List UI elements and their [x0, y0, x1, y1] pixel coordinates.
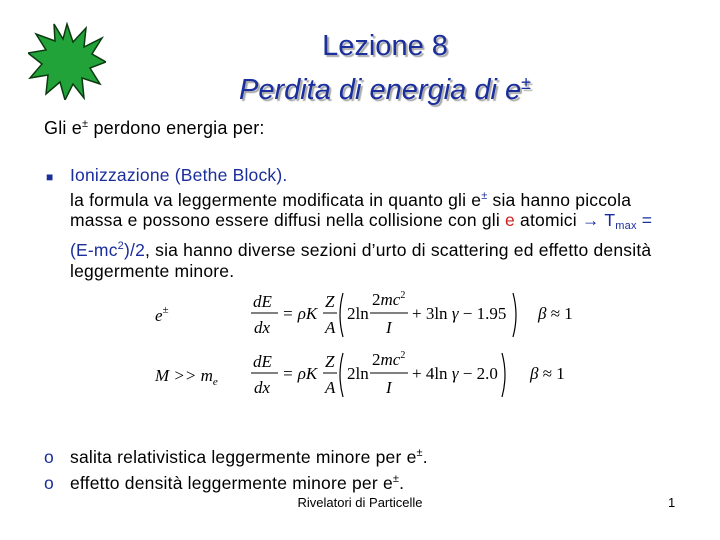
list-item: o effetto densità leggermente minore per e±. — [44, 472, 405, 493]
bullet-circle-icon: o — [44, 446, 54, 467]
formula-row1-beta: β ≈ 1 — [538, 304, 573, 323]
svg-text:2ln: 2ln — [347, 364, 369, 383]
green-star-icon — [28, 22, 106, 100]
bullet-heading: Ionizzazione (Bethe Block). — [70, 165, 288, 185]
summary-list — [44, 442, 428, 494]
svg-text:dx: dx — [254, 318, 271, 337]
title-line-2: Perdita di energia di e± — [238, 73, 532, 106]
svg-text:= ρK: = ρK — [282, 364, 318, 383]
svg-text:dx: dx — [254, 378, 271, 397]
list-item: o salita relativistica leggermente minore per e±. — [44, 446, 428, 467]
svg-text:Z: Z — [325, 352, 335, 371]
bullet-circle-icon: o — [44, 472, 54, 493]
svg-text:I: I — [386, 318, 392, 337]
svg-text:= ρK: = ρK — [282, 304, 318, 323]
bethe-bloch-formulas — [150, 285, 600, 405]
ionization-paragraph: Ionizzazione (Bethe Block). la formula va leggermente modificata in quanto gli e± sia hanno piccola massa e possono essere diffusi nella collisione con gli e atomici → $T_{max} = (E-mc^2)/2$, sia hanno diverse sezioni d’urto di scattering ed effetto densità leggermente minore. — [70, 165, 653, 281]
svg-text:dE: dE — [253, 352, 272, 371]
svg-text:A: A — [325, 378, 336, 397]
svg-text:2mc2: $2mc^2$ — [372, 350, 406, 369]
page-number: 1 — [668, 495, 676, 510]
formula-row2-label: $M >> m_e$ — [155, 366, 218, 388]
svg-text:dE: dE — [253, 292, 272, 311]
svg-text:Z: Z — [325, 292, 335, 311]
formula-row2-beta: β ≈ 1 — [530, 364, 565, 383]
svg-text:I: I — [386, 378, 392, 397]
bullet-square-icon: ■ — [46, 170, 54, 184]
title-line-1: Lezione 8 — [322, 30, 448, 62]
formula-row1-label: e± — [155, 304, 169, 325]
svg-text:2mc2: $2mc^2$ — [372, 290, 406, 309]
footer-text: Rivelatori di Particelle — [297, 495, 423, 510]
intro-text: Gli e± perdono energia per: — [44, 118, 265, 138]
slide-title — [160, 28, 610, 109]
svg-text:A: A — [325, 318, 336, 337]
arrow-icon: → — [581, 209, 600, 230]
formula-row2-tail: + 4ln γ − 2.0 — [412, 364, 498, 383]
formula-row1-tail: + 3ln γ − 1.95 — [412, 304, 507, 323]
svg-text:2ln: 2ln — [347, 304, 369, 323]
